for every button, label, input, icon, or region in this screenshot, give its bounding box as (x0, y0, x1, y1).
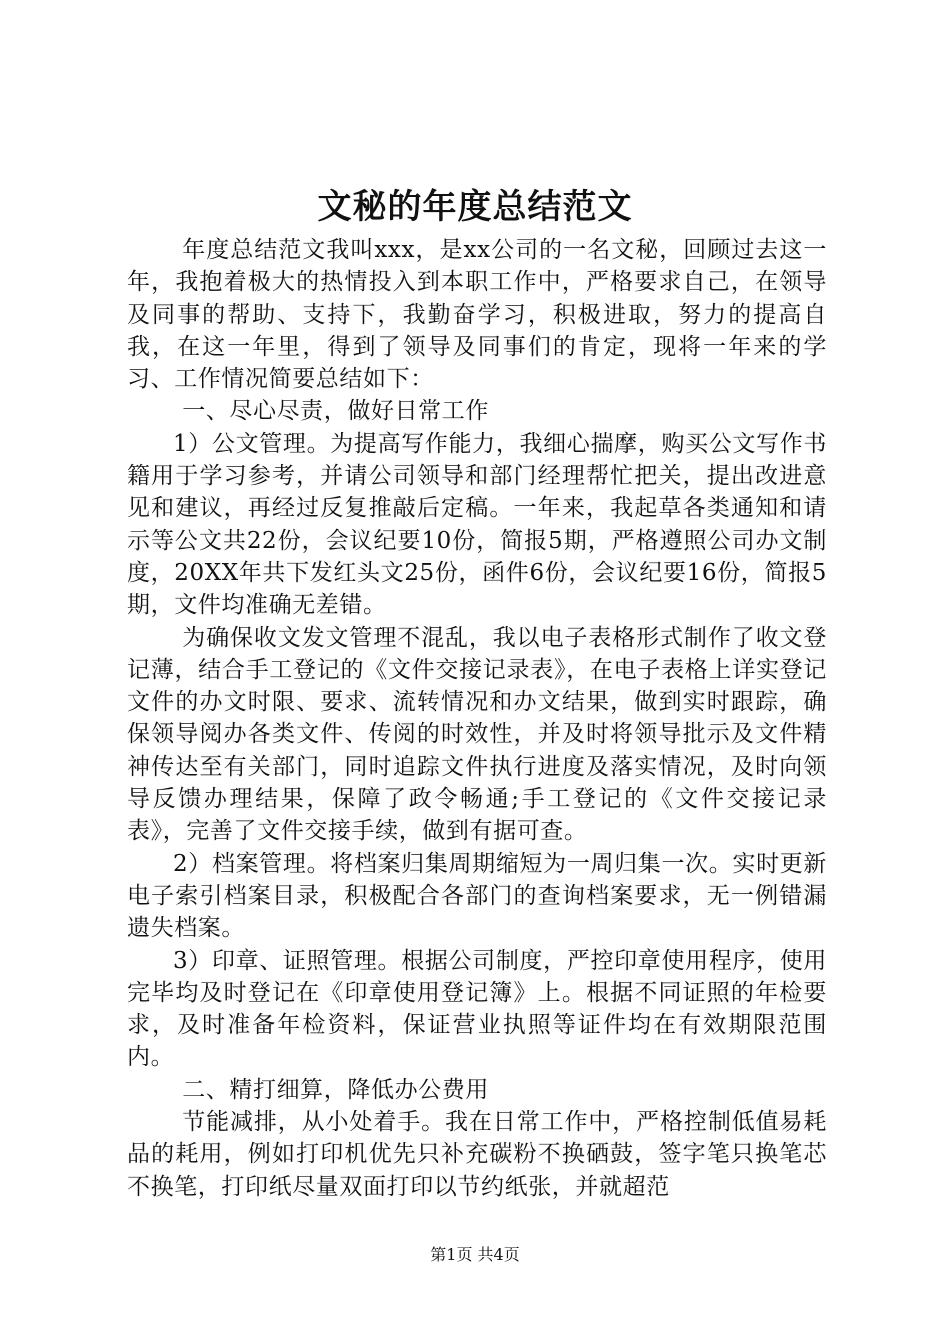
paragraph-energy-saving: 节能减排，从小处着手。我在日常工作中，严格控制低值易耗品的耗用，例如打印机优先只补充碳粉不换硒鼓，签字笔只换笔芯不换笔，打印纸尽量双面打印以节约纸张，并就超范 (127, 1109, 827, 1200)
document-body (127, 234, 827, 1203)
paragraph-seal-license-management: 3）印章、证照管理。根据公司制度，严控印章使用程序，使用完毕均及时登记在《印章使用登记簿》上。根据不同证照的年检要求，及时准备年检资料，保证营业执照等证件均在有效期限范围内。 (127, 947, 827, 1071)
document-title: 文秘的年度总结范文 (317, 187, 633, 227)
page-number-footer: 第1页 共4页 (430, 1245, 520, 1264)
paragraph-document-management: 1）公文管理。为提高写作能力，我细心揣摩，购买公文写作书籍用于学习参考，并请公司领导和部门经理帮忙把关，提出改进意见和建议，再经过反复推敲后定稿。一年来，我起草各类通知和请示等公文共22份，会议纪要10份，简报5期，严格遵照公司办文制度，20XX年共下发红头文25份，函件6份，会议纪要16份，简报5期，文件均准确无差错。 (127, 430, 827, 619)
paragraph-intro: 年度总结范文我叫xxx，是xx公司的一名文秘，回顾过去这一年，我抱着极大的热情投入到本职工作中，严格要求自己，在领导及同事的帮助、支持下，我勤奋学习，积极进取，努力的提高自我，在这一年里，得到了领导及同事们的肯定，现将一年来的学习、工作情况简要总结如下： (127, 237, 827, 393)
section-heading-1: 一、尽心尽责，做好日常工作 (182, 398, 489, 425)
paragraph-receipt-dispatch: 为确保收文发文管理不混乱，我以电子表格形式制作了收文登记薄，结合手工登记的《文件交接记录表》，在电子表格上详实登记文件的办文时限、要求、流转情况和办文结果，做到实时跟踪，确保领导阅办各类文件、传阅的时效性，并及时将领导批示及文件精神传达至有关部门，同时追踪文件执行进度及落实情况，及时向领导反馈办理结果，保障了政令畅通;手工登记的《文件交接记录表》，完善了文件交接手续，做到有据可查。 (127, 624, 827, 845)
section-heading-2: 二、精打细算，降低办公费用 (182, 1076, 489, 1103)
paragraph-archive-management: 2）档案管理。将档案归集周期缩短为一周归集一次。实时更新电子索引档案目录，积极配合各部门的查询档案要求，无一例错漏遗失档案。 (127, 850, 827, 942)
